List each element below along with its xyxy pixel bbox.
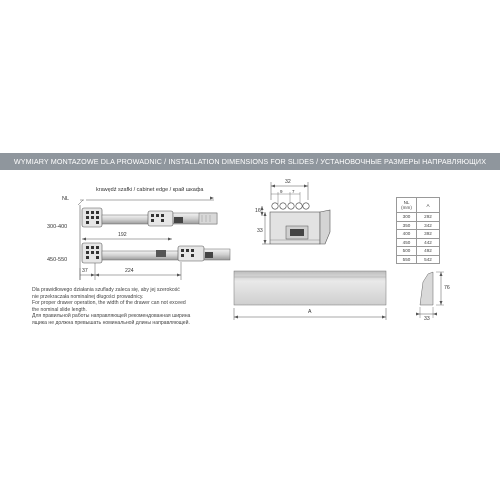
dim-16-label: 16 — [255, 208, 261, 214]
front-view — [261, 182, 331, 244]
dim-33-label: 33 — [257, 228, 263, 234]
dim-7-label: 7 — [292, 189, 295, 194]
nl-dimension-table — [396, 197, 440, 264]
cabinet-edge-label: krawędź szafki / cabinet edge / край шкафа — [96, 187, 204, 193]
note-line: For proper drawer operation, the width of the drawer can not exceed — [32, 300, 186, 307]
note-line: nie przekraczała nominalnej długości prowadnicy. — [32, 293, 144, 300]
dim-9-label: 9 — [280, 189, 283, 194]
dim-76-label: 76 — [444, 285, 450, 291]
table-row: 350 342 — [397, 221, 440, 230]
dim-32-label: 32 — [285, 179, 291, 185]
dim-192 — [82, 238, 172, 241]
dim-a-label: A — [308, 309, 312, 315]
table-row: 400 392 — [397, 230, 440, 239]
table-row: 300 292 — [397, 213, 440, 222]
dim-33-profile-label: 33 — [424, 316, 430, 322]
range-upper-label: 300-400 — [47, 224, 68, 230]
slide-lower — [82, 243, 230, 263]
note-line: Dla prawidłowego działania szuflady zaleca się, aby jej szerokość — [32, 287, 180, 293]
profile-view — [234, 271, 444, 320]
dim-192-label: 192 — [118, 232, 127, 238]
table-row: 550 542 — [397, 255, 440, 264]
table-header-nl: NL (mm) — [397, 198, 417, 213]
slide-upper — [82, 208, 217, 227]
nl-label: NL — [62, 196, 70, 202]
range-lower-label: 450-550 — [47, 257, 68, 263]
dim-224-label: 224 — [125, 268, 134, 274]
table-row: 500 492 — [397, 247, 440, 256]
usage-note — [32, 287, 232, 327]
note-line: the nominal slide length. — [32, 306, 87, 313]
dim-37-label: 37 — [82, 268, 88, 274]
section-banner: WYMIARY MONTAZOWE DLA PROWADNIC / INSTALLATION DIMENSIONS FOR SLIDES / УСТАНОВОЧНЫЕ РАЗМЕРЫ НАПРАВЛЯЮЩИХ — [0, 153, 500, 170]
table-row: 450 442 — [397, 238, 440, 247]
table-header-a: A — [417, 198, 440, 213]
note-line: ящика не должна превышать номинальной длины направляющей. — [32, 319, 190, 326]
note-line: Для правильной работы направляющей рекомендованная ширина — [32, 313, 191, 320]
